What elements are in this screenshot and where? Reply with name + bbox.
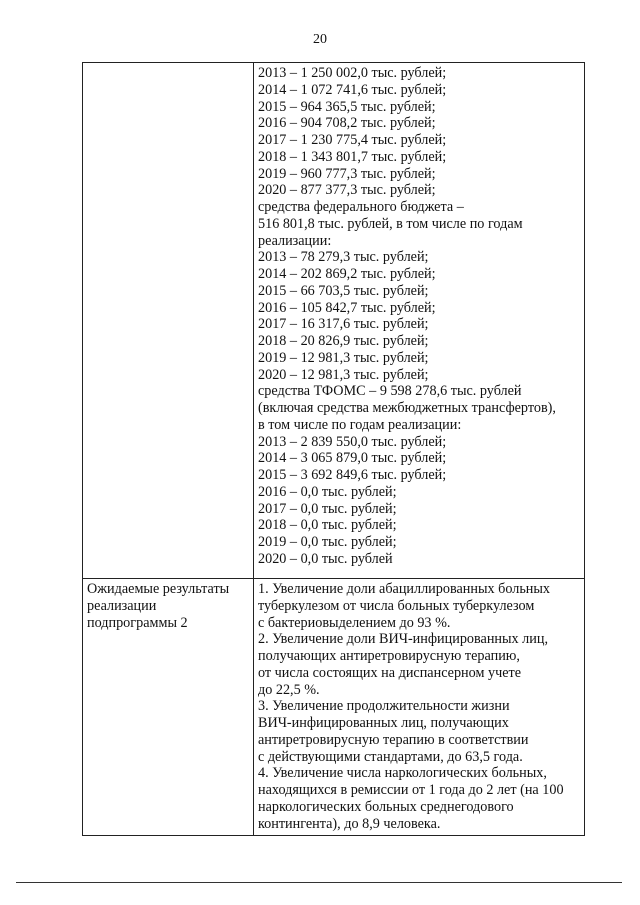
row-label-cell	[83, 63, 254, 579]
content-line: в том числе по годам реализации:	[258, 416, 462, 433]
content-line: 2019 – 0,0 тыс. рублей;	[258, 534, 397, 550]
content-line: до 22,5 %.	[258, 681, 320, 698]
page-number: 20	[313, 32, 327, 47]
content-line: 2013 – 1 250 002,0 тыс. рублей;	[258, 65, 447, 81]
content-line: средства федерального бюджета –	[258, 199, 464, 215]
content-line: контингента), до 8,9 человека.	[258, 815, 441, 832]
content-line: от числа состоящих на диспансерном учете	[258, 664, 522, 681]
row-content-cell	[254, 579, 585, 836]
row-content-cell	[254, 63, 585, 579]
content-line: наркологических больных среднегодового	[258, 798, 514, 815]
content-line: 2013 – 78 279,3 тыс. рублей;	[258, 249, 429, 266]
content-line: 2018 – 0,0 тыс. рублей;	[258, 517, 397, 534]
content-line: 2015 – 964 365,5 тыс. рублей;	[258, 98, 436, 115]
content-line: 4. Увеличение числа наркологических больных,	[258, 765, 547, 782]
label-line: подпрограммы 2	[87, 614, 188, 631]
content-line: 2014 – 1 072 741,6 тыс. рублей;	[258, 81, 447, 98]
content-line: 2016 – 0,0 тыс. рублей;	[258, 483, 397, 500]
content-line: 2014 – 3 065 879,0 тыс. рублей;	[258, 450, 447, 467]
table-row	[83, 579, 585, 836]
table-row	[83, 63, 585, 579]
content-line: 3. Увеличение продолжительности жизни	[258, 698, 510, 715]
content-line: 2016 – 105 842,7 тыс. рублей;	[258, 299, 436, 316]
content-line: (включая средства межбюджетных трансфертов),	[258, 400, 556, 416]
content-line: 2013 – 2 839 550,0 тыс. рублей;	[258, 433, 447, 450]
content-line: 2018 – 1 343 801,7 тыс. рублей;	[258, 148, 447, 165]
content-line: 2014 – 202 869,2 тыс. рублей;	[258, 266, 436, 282]
content-line: 2017 – 1 230 775,4 тыс. рублей;	[258, 132, 447, 148]
content-line: туберкулезом от числа больных туберкулезом	[258, 597, 535, 614]
table-body	[83, 63, 585, 836]
content-line: с бактериовыделением до 93 %.	[258, 614, 451, 631]
content-line: 516 801,8 тыс. рублей, в том числе по годам	[258, 215, 523, 232]
content-line: 2020 – 12 981,3 тыс. рублей;	[258, 366, 429, 383]
content-line: 2018 – 20 826,9 тыс. рублей;	[258, 333, 429, 349]
content-line: 2019 – 960 777,3 тыс. рублей;	[258, 165, 436, 182]
content-line: ВИЧ-инфицированных лиц, получающих	[258, 715, 509, 731]
label-line: реализации	[87, 597, 157, 614]
row-label-cell	[83, 579, 254, 836]
content-line: 2017 – 0,0 тыс. рублей;	[258, 500, 397, 517]
content-line: 2017 – 16 317,6 тыс. рублей;	[258, 316, 429, 333]
content-line: средства ТФОМС – 9 598 278,6 тыс. рублей	[258, 383, 522, 400]
content-line: 2016 – 904 708,2 тыс. рублей;	[258, 115, 436, 132]
bottom-rule	[16, 882, 622, 883]
content-line: 2015 – 3 692 849,6 тыс. рублей;	[258, 467, 447, 483]
content-line: 2020 – 877 377,3 тыс. рублей;	[258, 182, 436, 199]
content-line: 2. Увеличение доли ВИЧ-инфицированных лиц,	[258, 631, 548, 648]
content-line: с действующими стандартами, до 63,5 года.	[258, 748, 523, 765]
content-line: находящихся в ремиссии от 1 года до 2 лет (на 100	[258, 782, 564, 798]
content-line: 1. Увеличение доли абациллированных больных	[258, 581, 551, 597]
content-line: антиретровирусную терапию в соответствии	[258, 731, 529, 748]
program-table	[82, 62, 585, 836]
content-line: 2019 – 12 981,3 тыс. рублей;	[258, 349, 429, 366]
content-line: получающих антиретровирусную терапию,	[258, 648, 520, 664]
content-line: 2020 – 0,0 тыс. рублей	[258, 550, 393, 567]
label-line: Ожидаемые результаты	[87, 581, 230, 597]
content-line: реализации:	[258, 232, 332, 249]
content-line: 2015 – 66 703,5 тыс. рублей;	[258, 282, 429, 299]
